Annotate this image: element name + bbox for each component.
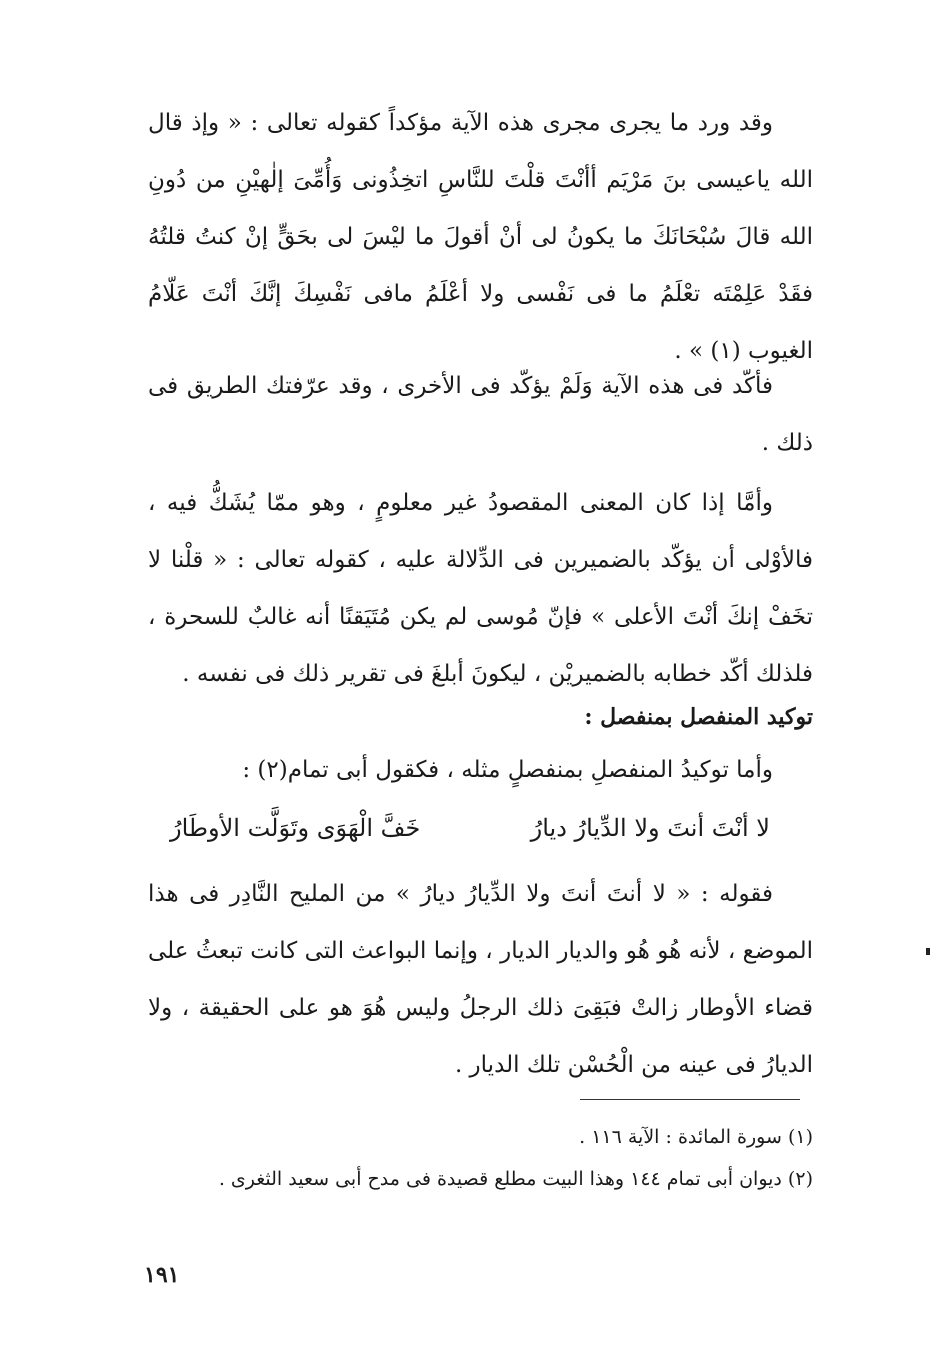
paragraph-text: وقد ورد ما يجرى مجرى هذه الآية مؤكداً كقوله تعالى : « وإذ قال الله ياعيسى بنَ مَرْيَم أأنْتَ قلْتَ للنَّاسِ اتخِذُونى وَأُمِّىَ إلٰهيْنِ من دُونِ الله قالَ سُبْحَانَكَ ما يكونُ لى أنْ أقولَ ما ليْسَ لى بحَقٍّ إنْ كنتُ قلتُهُ فقَدْ عَلِمْتَه تعْلَمُ ما فى نَفْسى ولا أعْلَمُ مافى نَفْسِكَ إنَّكَ أنْتَ عَلّامُ الغيوب (١) » . [148, 110, 813, 364]
paragraph-text: فأكّد فى هذه الآية وَلَمْ يؤكّد فى الأخرى ، وقد عرّفتك الطريق فى ذلك . [148, 373, 813, 456]
section-heading: توكيد المنفصل بمنفصل : [584, 704, 813, 730]
poetry-verse [170, 800, 770, 856]
footnote-1: (١) سورة المائدة : الآية ١١٦ . [579, 1126, 813, 1148]
paragraph-text: وأما توكيدُ المنفصلِ بمنفصلٍ مثله ، فكقول أبى تمام(٢) : [242, 757, 773, 783]
paragraph-emphasis-note [148, 358, 813, 472]
footnotes [148, 1116, 813, 1200]
verse-second-hemistich: خَفَّ الْهَوَى وتَوَلَّت الأوطَارُ [170, 814, 421, 842]
paragraph-text: فقوله : « لا أنتَ أنتَ ولا الدِّيارُ ديارُ » من المليح النَّادِر فى هذا الموضع ، لأنه هُو هُو والديار الديار ، وإنما البواعث التى كانت تبعثُ على قضاء الأوطار زالتْ فبَقِىَ ذلك الرجلُ وليس هُوَ هو على الحقيقة ، ولا الديارُ فى عينه من الْحُسْن تلك الديار . [148, 881, 813, 1078]
paragraph-text: وأمَّا إذا كان المعنى المقصودُ غير معلومٍ ، وهو ممّا يُشَكُّ فيه ، فالأوْلى أن يؤكّد بالضميرين فى الدِّلالة عليه ، كقوله تعالى : « قلْنا لا تخَفْ إنكَ أنْتَ الأعلى » فإنّ مُوسى لم يكن مُتَيَقنًا أنه غالبٌ للسحرة ، فلذلك أكّد خطابه بالضميريْن ، ليكونَ أبلغَ فى تقرير ذلك فى نفسه . [148, 490, 813, 687]
page-number: ١٩١ [144, 1262, 180, 1288]
footnote-2: (٢) ديوان أبى تمام ١٤٤ وهذا البيت مطلع قصيدة فى مدح أبى سعيد الثغرى . [218, 1168, 813, 1190]
paragraph-abu-tammam-intro [148, 742, 813, 799]
paragraph-verse-commentary [148, 866, 813, 1094]
verse-first-hemistich: لا أنْتَ أنتَ ولا الدِّيارُ ديارُ [530, 814, 770, 842]
paragraph-quran-verse-example [148, 95, 813, 380]
footnote-divider [580, 1099, 800, 1100]
paragraph-unknown-meaning [148, 475, 813, 703]
margin-mark [926, 948, 930, 955]
